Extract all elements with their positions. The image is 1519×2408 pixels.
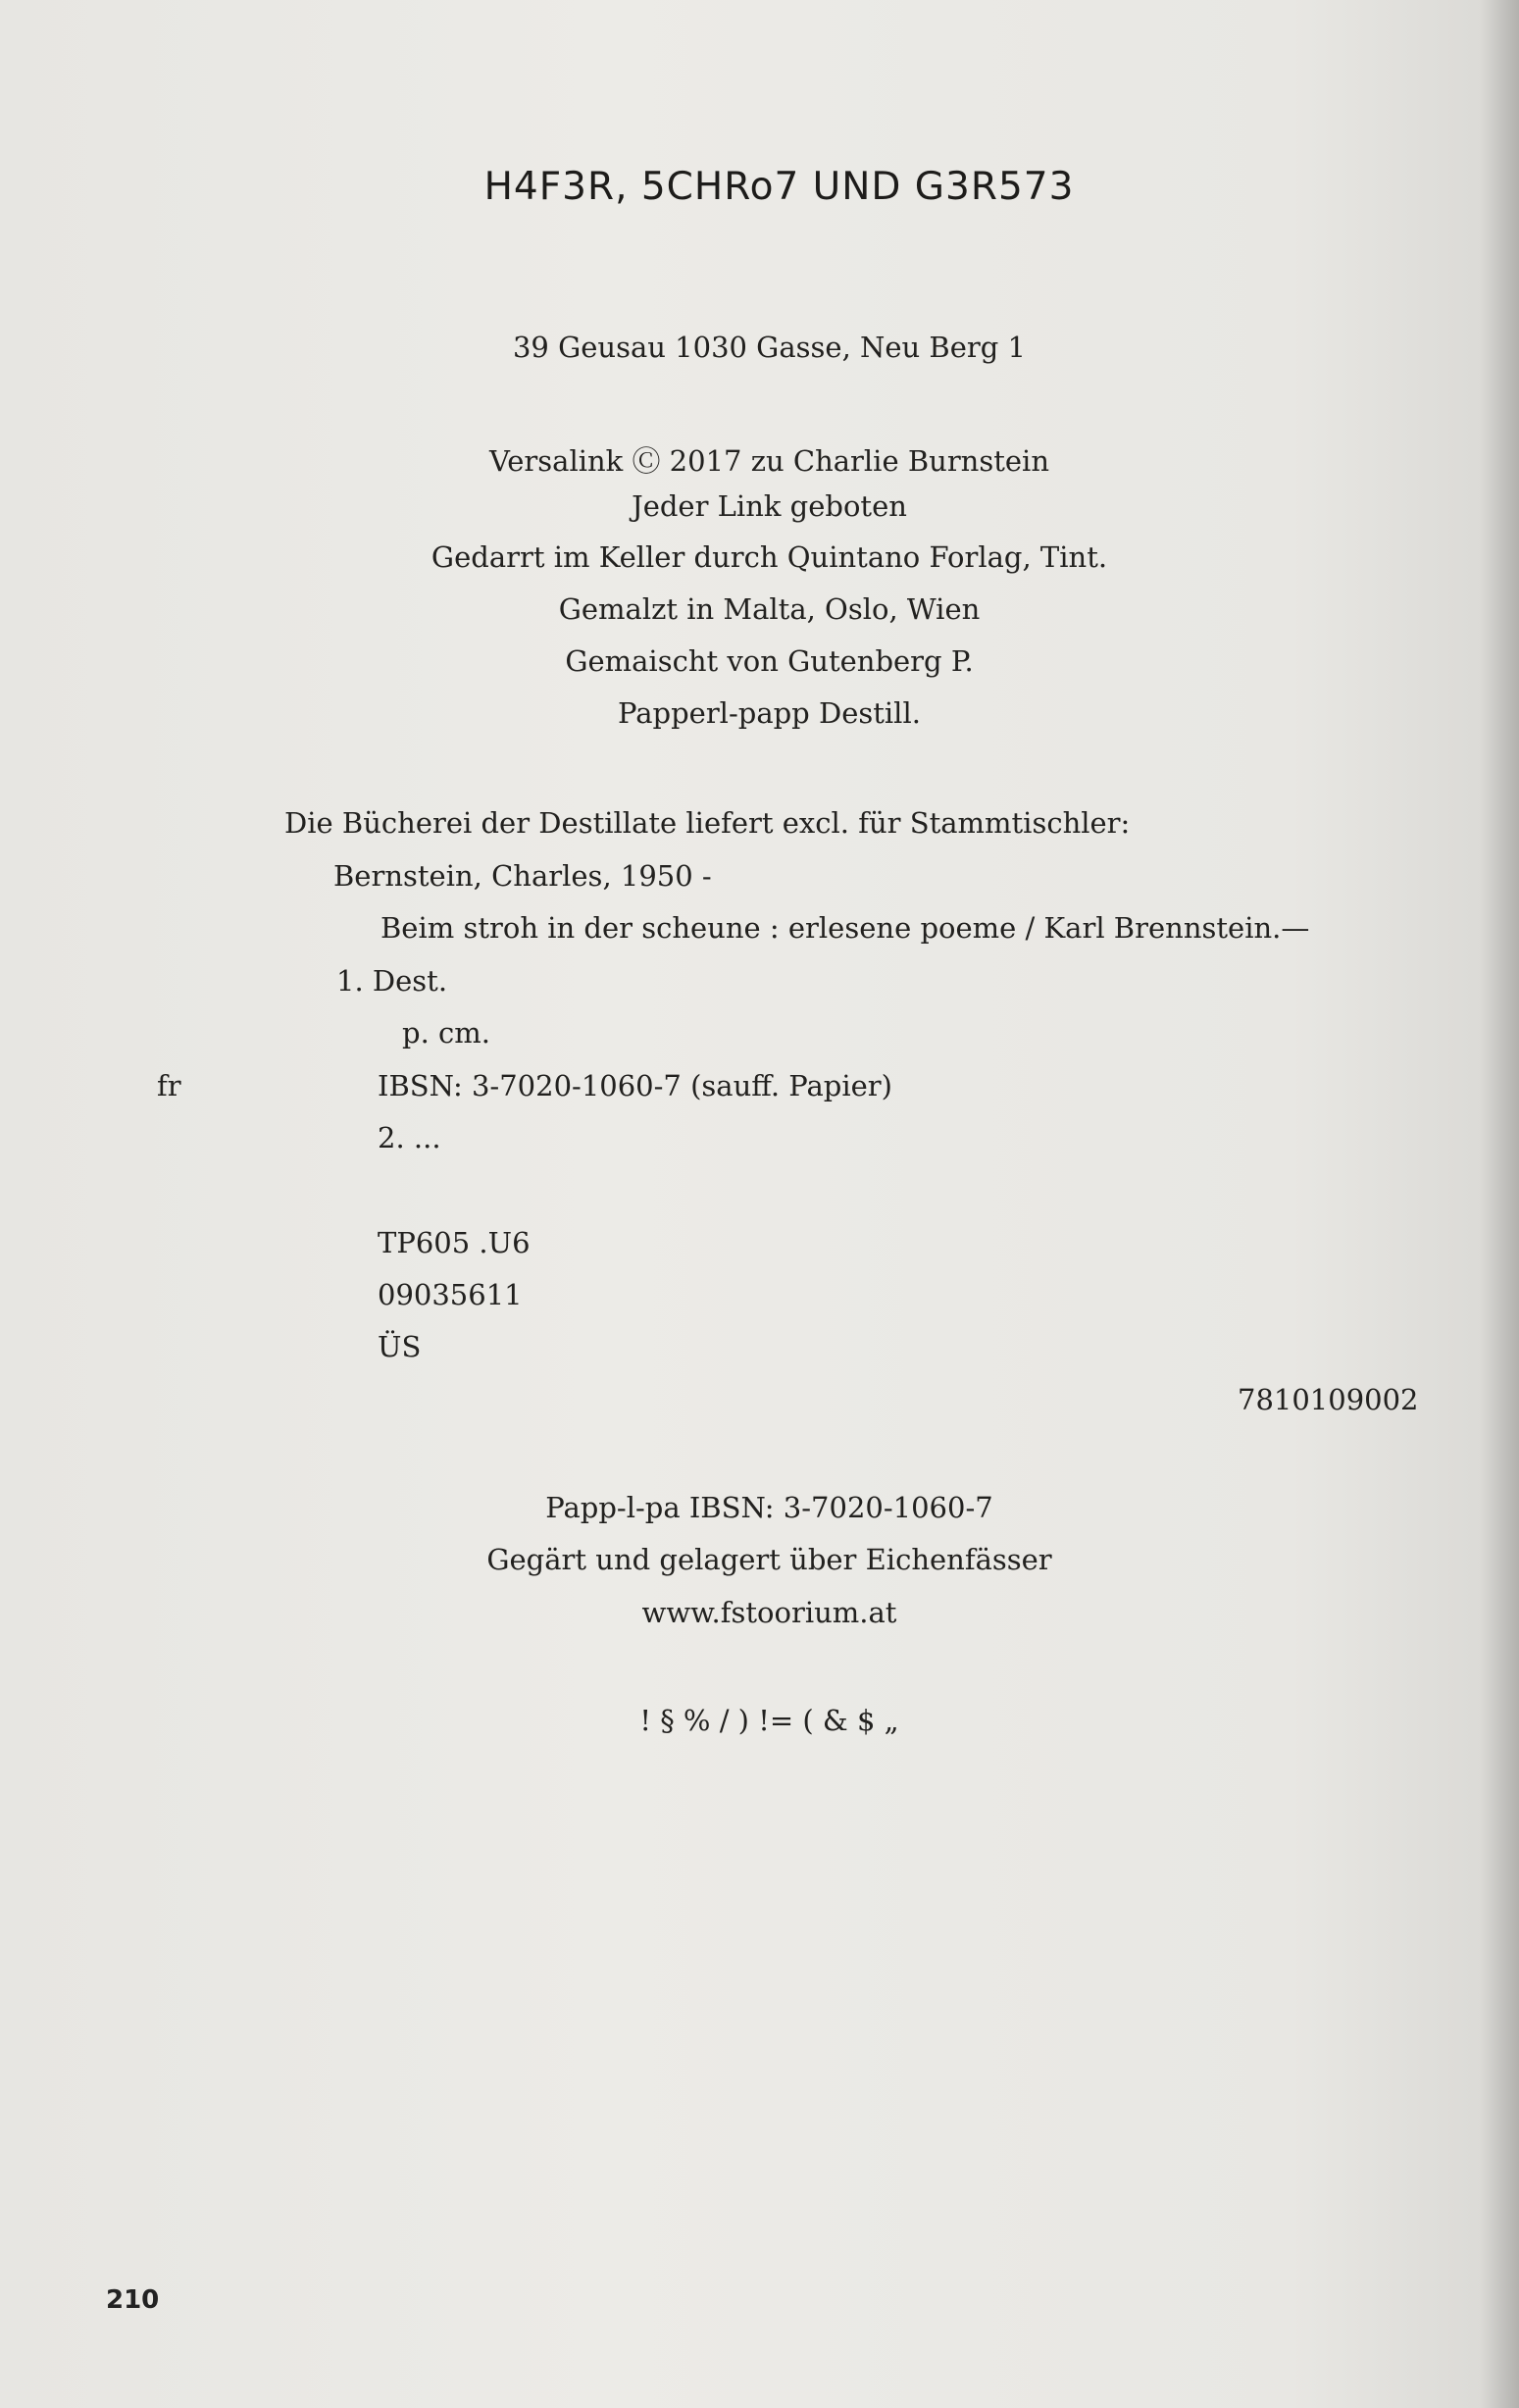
page-heading: H4F3R, 5CHRo7 UND G3R573: [483, 165, 1075, 209]
imprint-line: Versalink Ⓒ 2017 zu Charlie Burnstein: [488, 444, 1050, 478]
catalog-pages: p. cm.: [402, 1016, 490, 1050]
catalog-margin-note: fr: [157, 1069, 181, 1102]
catalog-intro: Die Bücherei der Destillate liefert excl. für Stammtischler:: [284, 806, 1131, 840]
catalog-class-number: TP605 .U6: [378, 1226, 531, 1259]
catalog-isbn: IBSN: 3-7020-1060-7 (sauff. Papier): [378, 1069, 892, 1102]
footer-website: www.fstoorium.at: [641, 1596, 897, 1629]
imprint-line: Gemaischt von Gutenberg P.: [565, 644, 974, 678]
imprint-line: Papperl-papp Destill.: [618, 696, 921, 730]
footer-isbn: Papp-l-pa IBSN: 3-7020-1060-7: [545, 1491, 993, 1524]
catalog-control-number: 09035611: [378, 1278, 523, 1311]
address-line: 39 Geusau 1030 Gasse, Neu Berg 1: [512, 331, 1027, 364]
catalog-title: Beim stroh in der scheune : erlesene poeme / Karl Brennstein.—: [380, 911, 1310, 945]
footer-symbols: ! § % / ) != ( & $ „: [639, 1704, 899, 1737]
imprint-line: Jeder Link geboten: [632, 489, 907, 523]
catalog-code: ÜS: [378, 1330, 422, 1363]
catalog-number: 7810109002: [1238, 1383, 1419, 1416]
imprint-line: Gedarrt im Keller durch Quintano Forlag, Tint.: [430, 540, 1108, 574]
imprint-line: Gemalzt in Malta, Oslo, Wien: [558, 592, 981, 626]
footer-storage: Gegärt und gelagert über Eichenfässer: [486, 1543, 1052, 1576]
catalog-item-2: 2. ...: [378, 1121, 441, 1154]
page-number: 210: [106, 2285, 160, 2315]
catalog-author: Bernstein, Charles, 1950 -: [333, 859, 712, 893]
catalog-edition: 1. Dest.: [336, 964, 448, 998]
